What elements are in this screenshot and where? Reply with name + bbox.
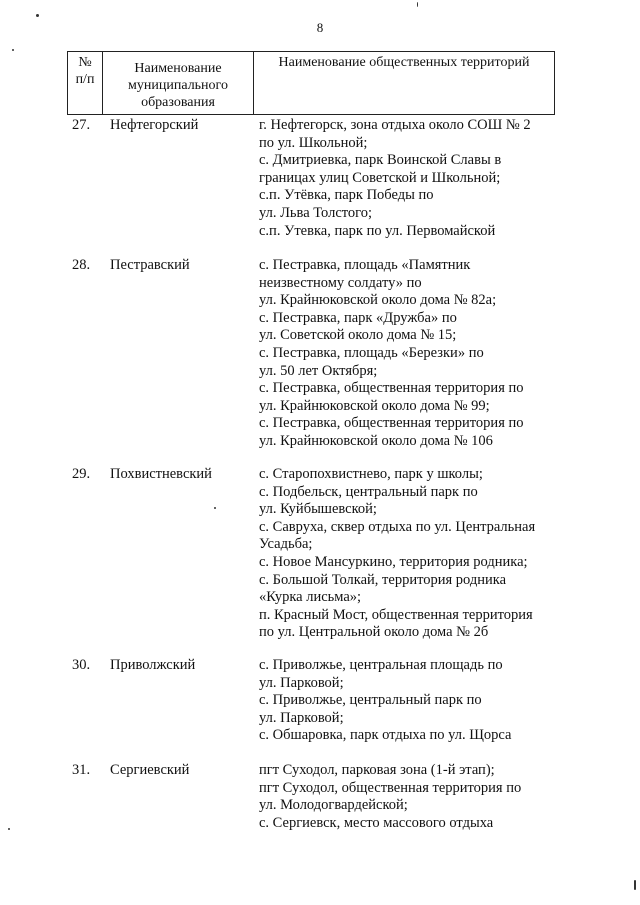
territory-line: ул. Парковой; <box>259 709 344 726</box>
territory-line: с. Дмитриевка, парк Воинской Славы в <box>259 152 502 169</box>
territory-line: ул. Крайнюковской около дома № 106 <box>259 432 493 449</box>
territory-line: с. Пестравка, площадь «Памятник <box>259 257 471 273</box>
territory-line: с. Подбельск, центральный парк по <box>259 483 478 500</box>
territory-line: пгт Суходол, общественная территория по <box>259 779 522 796</box>
table-header <box>67 51 555 115</box>
header-municipality-cell <box>103 60 253 111</box>
row-territories <box>259 257 559 451</box>
header-municipality-line: образования <box>141 95 215 110</box>
scan-speck <box>417 2 418 7</box>
territory-line: с. Новое Мансуркино, территория родника; <box>259 553 528 570</box>
row-municipality: Сергиевский <box>110 762 190 778</box>
header-number-line: п/п <box>75 72 95 87</box>
row-number: 31. <box>72 762 91 778</box>
territory-line: с. Старопохвистнево, парк у школы; <box>259 466 483 482</box>
row-number: 27. <box>72 117 91 133</box>
territory-line: ул. Куйбышевской; <box>259 501 377 518</box>
territory-line: «Курка лисьма»; <box>259 589 362 606</box>
header-number-line: № <box>78 55 92 70</box>
territory-line: по ул. Центральной около дома № 2б <box>259 624 489 641</box>
row-municipality: Нефтегорский <box>110 117 199 133</box>
territory-line: с. Пестравка, общественная территория по <box>259 415 524 432</box>
row-territories <box>259 657 559 745</box>
territory-line: границах улиц Советской и Школьной; <box>259 169 501 186</box>
territory-line: ул. Крайнюковской около дома № 82а; <box>259 292 497 309</box>
row-territories <box>259 117 559 240</box>
row-municipality: Приволжский <box>110 657 196 673</box>
row-number: 30. <box>72 657 91 673</box>
row-municipality: Похвистневский <box>110 466 212 482</box>
header-number-cell <box>68 54 102 88</box>
row-municipality: Пестравский <box>110 257 190 273</box>
territory-line: по ул. Школьной; <box>259 134 368 151</box>
scan-speck <box>214 507 216 509</box>
territory-line: ул. Советской около дома № 15; <box>259 327 457 344</box>
territory-line: с. Пестравка, парк «Дружба» по <box>259 309 457 326</box>
territory-line: с. Большой Толкай, территория родника <box>259 571 507 588</box>
territory-line: с. Пестравка, общественная территория по <box>259 380 524 397</box>
scan-speck <box>12 49 14 51</box>
territory-line: ул. Крайнюковской около дома № 99; <box>259 397 490 414</box>
row-number: 28. <box>72 257 91 273</box>
territory-line: с. Приволжье, центральный парк по <box>259 692 482 709</box>
row-territories <box>259 466 559 642</box>
header-municipality-line: муниципального <box>128 78 228 93</box>
header-territories-line: Наименование общественных территорий <box>278 55 530 70</box>
territory-line: ул. Молодогвардейской; <box>259 797 408 814</box>
territory-line: с. Пестравка, площадь «Березки» по <box>259 344 484 361</box>
header-territories-cell <box>254 54 554 71</box>
scan-speck <box>36 14 39 17</box>
territory-line: Усадьба; <box>259 536 313 553</box>
territory-line: ул. Льва Толстого; <box>259 204 373 221</box>
scan-speck <box>8 828 10 830</box>
row-territories <box>259 762 559 832</box>
territory-line: с. Савруха, сквер отдыха по ул. Центральная <box>259 518 536 535</box>
territory-line: неизвестному солдату» по <box>259 274 422 291</box>
row-number: 29. <box>72 466 91 482</box>
territory-line: с. Обшаровка, парк отдыха по ул. Щорса <box>259 727 512 744</box>
territory-line: с.п. Утёвка, парк Победы по <box>259 187 434 204</box>
territory-line: пгт Суходол, парковая зона (1-й этап); <box>259 762 495 778</box>
territory-line: с.п. Утевка, парк по ул. Первомайской <box>259 222 496 239</box>
territory-line: п. Красный Мост, общественная территория <box>259 606 533 623</box>
territory-line: г. Нефтегорск, зона отдыха около СОШ № 2 <box>259 117 531 133</box>
page-number: 8 <box>316 20 324 35</box>
territory-line: ул. 50 лет Октября; <box>259 362 378 379</box>
territory-line: с. Приволжье, центральная площадь по <box>259 657 503 673</box>
scan-speck <box>634 880 636 890</box>
territory-line: ул. Парковой; <box>259 674 344 691</box>
header-municipality-line: Наименование <box>134 61 222 76</box>
territory-line: с. Сергиевск, место массового отдыха <box>259 814 494 831</box>
